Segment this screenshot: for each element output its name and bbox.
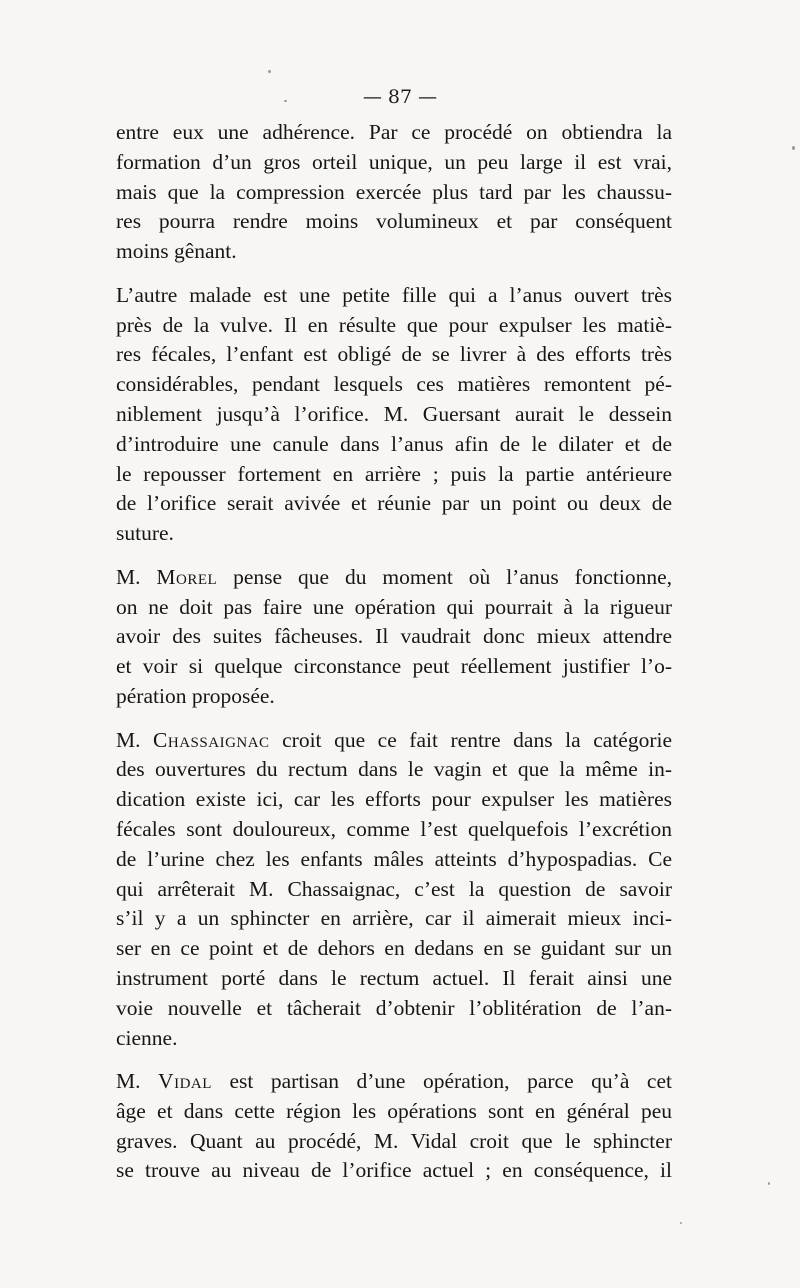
body-text — [116, 118, 672, 1200]
paragraph-3 — [116, 563, 672, 712]
text-line: moins gênant. — [116, 239, 237, 264]
text-line: graves. Quant au procédé, M. Vidal croit que le sphincter — [116, 1128, 672, 1153]
speaker-prefix: M. — [116, 1069, 159, 1094]
text-line: L’autre malade est une petite fille qui a l’anus ouvert très — [116, 282, 672, 307]
text-line: avoir des suites fâcheuses. Il vaudrait donc mieux attendre — [116, 624, 672, 649]
text-line: on ne doit pas faire une opération qui pourrait à la rigueur — [116, 594, 672, 619]
text-line: res fécales, l’enfant est obligé de se livrer à des efforts très — [116, 342, 672, 367]
text-line: de l’orifice serait avivée et réunie par un point ou deux de — [116, 491, 672, 516]
text-line: res pourra rendre moins volumineux et par conséquent — [116, 209, 672, 234]
text-line — [116, 563, 672, 593]
text-line: instrument porté dans le rectum actuel. Il ferait ainsi une — [116, 965, 672, 990]
text-line: mais que la compression exercée plus tard par les chaussu- — [116, 179, 672, 204]
text-line — [116, 1067, 672, 1097]
scan-speck — [268, 70, 271, 73]
scan-speck — [680, 1222, 682, 1224]
text-line: dication existe ici, car les efforts pour expulser les matières — [116, 787, 672, 812]
text-line: fécales sont douloureux, comme l’est quelquefois l’excrétion — [116, 816, 672, 841]
text-line: ser en ce point et de dehors en dedans en se guidant sur un — [116, 936, 672, 961]
text-line: de l’urine chez les enfants mâles atteints d’hypospadias. Ce — [116, 846, 672, 871]
speaker-name: Chassaignac — [153, 727, 270, 752]
text-line: suture. — [116, 521, 174, 546]
scan-speck — [792, 146, 795, 150]
paragraph-5 — [116, 1067, 672, 1186]
text-line: s’il y a un sphincter en arrière, car il aimerait mieux inci- — [116, 906, 672, 931]
text-line: des ouvertures du rectum dans le vagin et que la même in- — [116, 757, 672, 782]
text-line: formation d’un gros orteil unique, un peu large il est vrai, — [116, 149, 672, 174]
paragraph-1 — [116, 118, 672, 267]
speaker-name: Morel — [156, 564, 218, 589]
line-rest: pense que du moment où l’anus fonctionne, — [217, 564, 672, 589]
page-number: — 87 — — [362, 86, 438, 108]
text-line — [116, 726, 672, 756]
text-line: niblement jusqu’à l’orifice. M. Guersant aurait le dessein — [116, 401, 672, 426]
text-line: considérables, pendant lesquels ces matières remontent pé- — [116, 372, 672, 397]
text-line: près de la vulve. Il en résulte que pour expulser les matiè- — [116, 312, 672, 337]
text-line: voie nouvelle et tâcherait d’obtenir l’oblitération de l’an- — [116, 995, 672, 1020]
text-line: le repousser fortement en arrière ; puis la partie antérieure — [116, 461, 672, 486]
text-line: cienne. — [116, 1025, 178, 1050]
text-line: se trouve au niveau de l’orifice actuel ; en conséquence, il — [116, 1158, 672, 1183]
paragraph-4 — [116, 726, 672, 1054]
text-line: qui arrêterait M. Chassaignac, c’est la question de savoir — [116, 876, 672, 901]
text-line: d’introduire une canule dans l’anus afin de le dilater et de — [116, 431, 672, 456]
speaker-prefix: M. — [116, 727, 154, 752]
paragraph-2 — [116, 281, 672, 549]
line-rest: est partisan d’une opération, parce qu’à cet — [211, 1069, 672, 1094]
speaker-name: Vidal — [158, 1069, 212, 1094]
text-line: entre eux une adhérence. Par ce procédé on obtiendra la — [116, 120, 672, 144]
scan-speck — [768, 1182, 770, 1185]
text-line: âge et dans cette région les opérations sont en général peu — [116, 1098, 672, 1123]
text-line: pération proposée. — [116, 683, 275, 708]
text-line: et voir si quelque circonstance peut réellement justifier l’o- — [116, 654, 672, 679]
speaker-prefix: M. — [116, 564, 157, 589]
line-rest: croit que ce fait rentre dans la catégorie — [269, 727, 672, 752]
scan-speck — [284, 100, 287, 102]
